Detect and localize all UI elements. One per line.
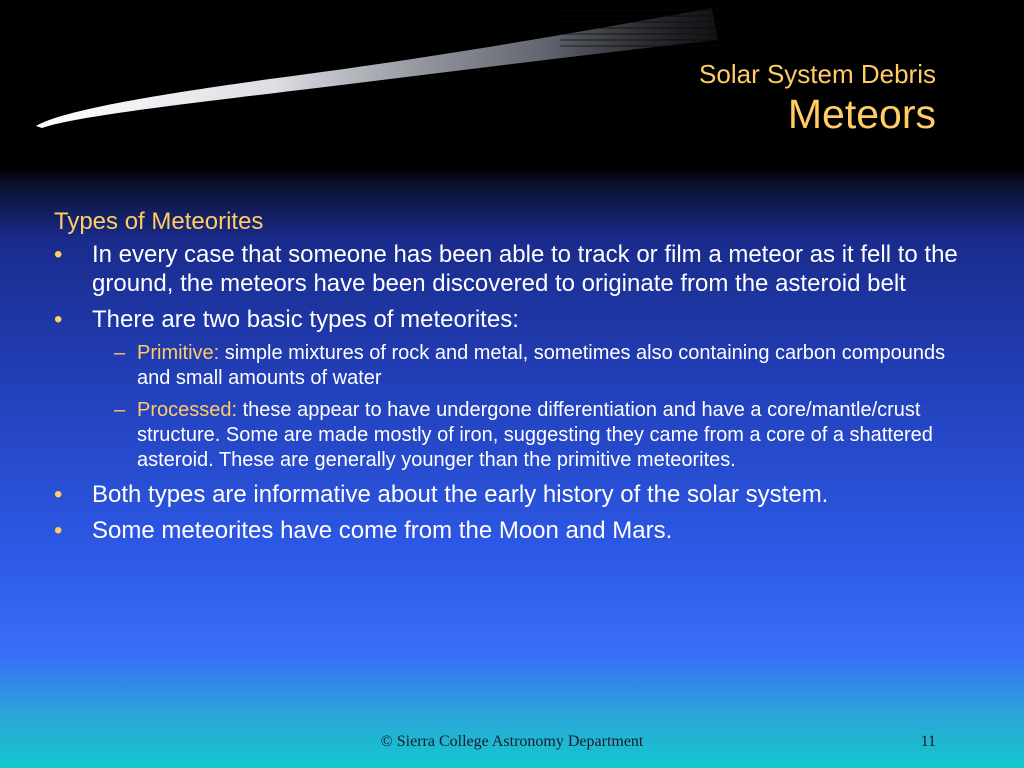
title-line-2: Meteors [787,91,936,137]
sub-bullet-marker: – [114,342,126,364]
sub-bullet-marker: – [114,399,126,421]
bullet-text: There are two basic types of meteorites: [92,306,519,333]
bullet-item [54,240,974,298]
bullet-text: In every case that someone has been able to track or film a meteor as it fell to the ground, the meteors have been discovered to originate from the asteroid belt [92,241,958,297]
slide-footer [0,733,1024,755]
footer-copyright: © Sierra College Astronomy Department [380,733,644,750]
bullet-item [54,305,974,334]
bullet-marker: • [54,517,63,544]
page-number: 11 [920,733,936,750]
bullet-text: Some meteorites have come from the Moon and Mars. [92,517,673,544]
slide-content [54,207,974,552]
sub-bullet-item [54,398,967,473]
sub-bullet-term: Processed: [137,399,238,421]
sub-bullet-term: Primitive: [137,342,220,364]
bullet-marker: • [54,481,63,508]
bullet-marker: • [54,306,63,333]
bullet-item [54,516,974,545]
sub-bullet-item [54,341,967,391]
bullet-text: Both types are informative about the early history of the solar system. [92,481,829,508]
title-line-1: Solar System Debris [699,59,936,89]
slide-title [699,58,936,138]
sub-bullet-text: these appear to have undergone differentiation and have a core/mantle/crust structure. Some are made mostly of iron, suggesting they came from a core of a shattered asteroid. These are generally younger than the primitive meteorites. [137,399,933,471]
sub-bullet-text: simple mixtures of rock and metal, sometimes also containing carbon compounds and small amounts of water [137,342,946,389]
bullet-item [54,480,974,509]
bullet-marker: • [54,241,63,268]
section-heading: Types of Meteorites [54,208,264,235]
